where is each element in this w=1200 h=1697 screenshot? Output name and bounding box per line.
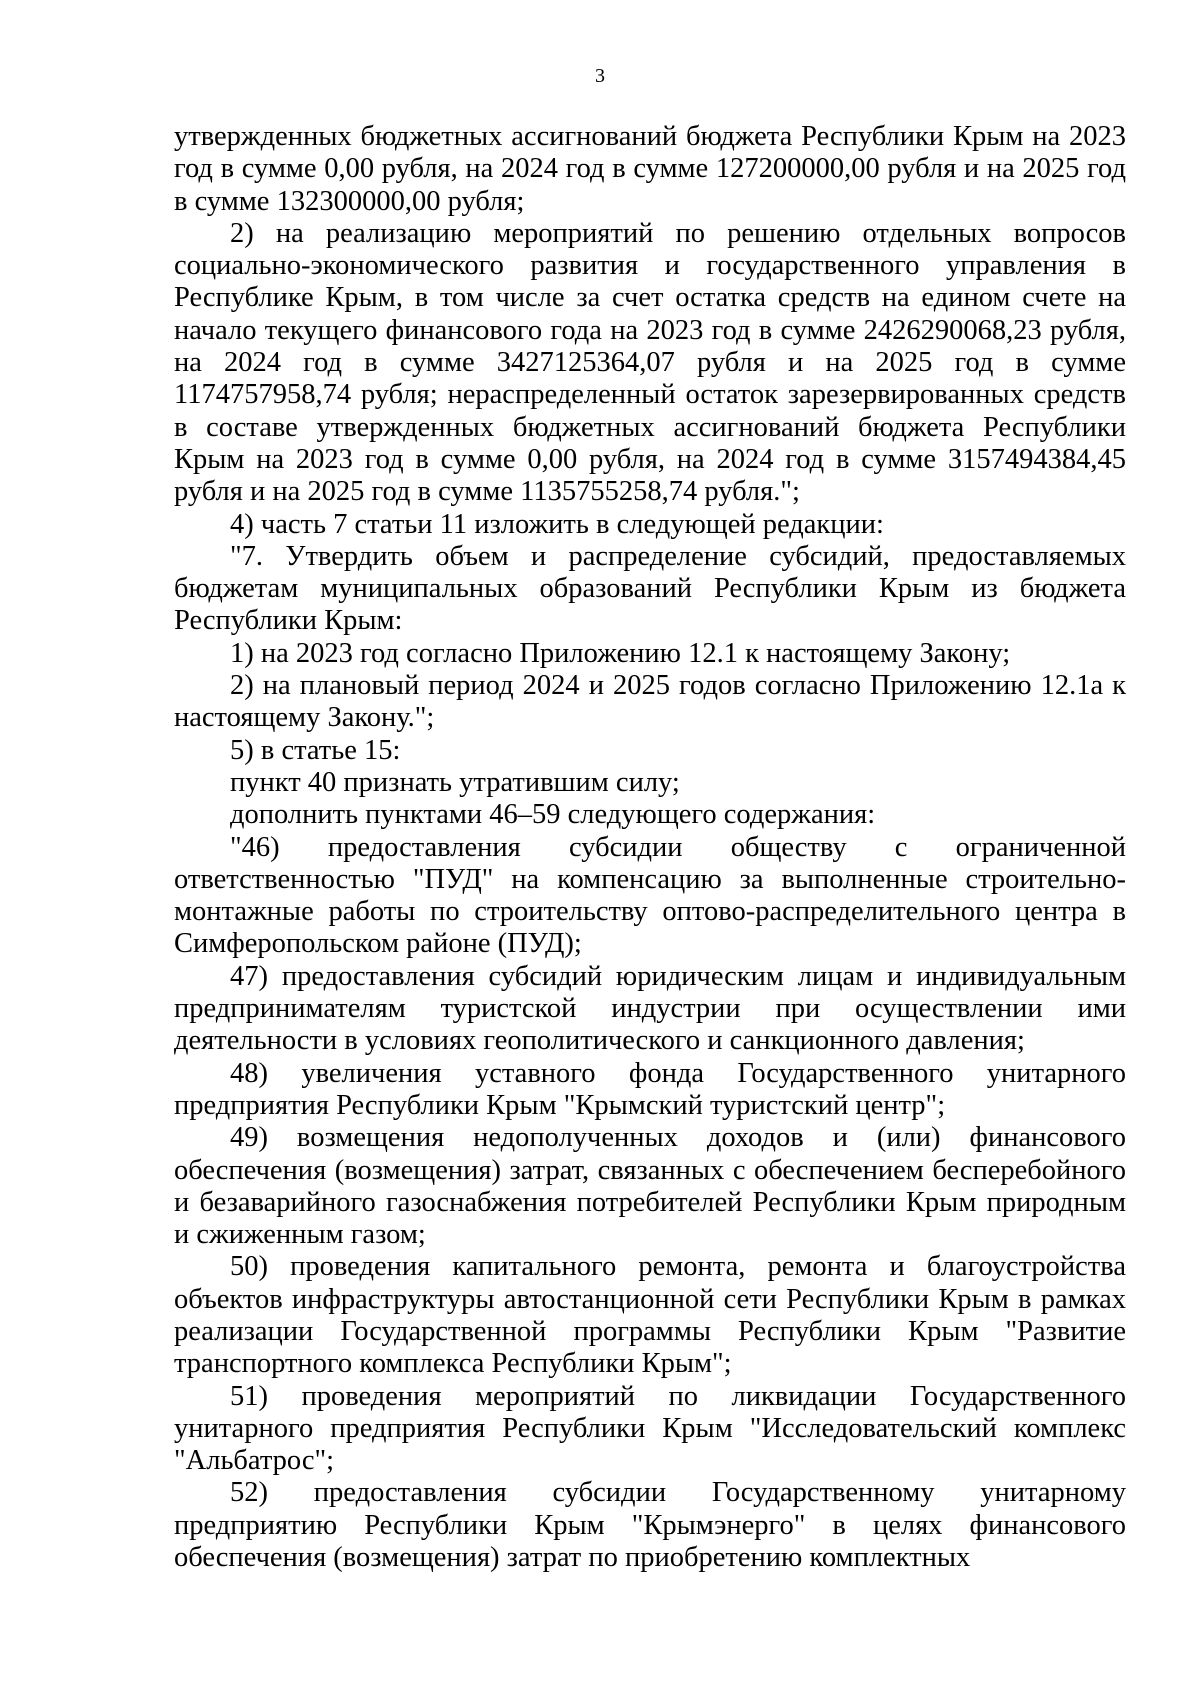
paragraph: 5) в статье 15: bbox=[230, 734, 401, 766]
paragraph: пункт 40 признать утратившим силу; bbox=[230, 766, 680, 798]
paragraph: дополнить пунктами 46–59 следующего содержания: bbox=[230, 799, 876, 831]
paragraph: 51) проведения мероприятий по ликвидации Государственного унитарного предприятия Республики Крым "Исследовательский комплекс "Альбатрос"; bbox=[174, 1380, 1126, 1477]
paragraph: утвержденных бюджетных ассигнований бюджета Республики Крым на 2023 год в сумме 0,00 рубля, на 2024 год в сумме 127200000,00 рубля и на 2025 год в сумме 132300000,00 рубля; bbox=[174, 121, 1126, 217]
paragraph: 4) часть 7 статьи 11 изложить в следующей редакции: bbox=[230, 508, 884, 540]
paragraph: 47) предоставления субсидий юридическим лицам и индивидуальным предпринимателям туристской индустрии при осуществлении ими деятельности в условиях геополитического и санкционного давления; bbox=[174, 960, 1126, 1057]
paragraph: 48) увеличения уставного фонда Государственного унитарного предприятия Республики Крым "Крымский туристский центр"; bbox=[174, 1057, 1126, 1121]
paragraph: 50) проведения капитального ремонта, ремонта и благоустройства объектов инфраструктуры автостанционной сети Республики Крым в рамках реализации Государственной программы Республики Крым "Развитие транспортного комплекса Республики Крым"; bbox=[174, 1251, 1126, 1380]
paragraph: 49) возмещения недополученных доходов и (или) финансового обеспечения (возмещения) затрат, связанных с обеспечением бесперебойного и безаварийного газоснабжения потребителей Республики Крым природным и сжиженным газом; bbox=[174, 1122, 1126, 1251]
paragraph: "7. Утвердить объем и распределение субсидий, предоставляемых бюджетам муниципальных образований Республики Крым из бюджета Республики Крым: bbox=[174, 540, 1126, 637]
paragraph: 2) на реализацию мероприятий по решению отдельных вопросов социально-экономического развития и государственного управления в Республике Крым, в том числе за счет остатка средств на едином счете на начало текущего финансового года на 2023 год в сумме 2426290068,23 рубля, на 2024 год в сумме 3427125364,07 рубля и на 2025 год в сумме 1174757958,74 рубля; нераспределенный остаток зарезервированных средств в составе утвержденных бюджетных ассигнований бюджета Республики Крым на 2023 год в сумме 0,00 рубля, на 2024 год в сумме 3157494384,45 рубля и на 2025 год в сумме 1135755258,74 рубля."; bbox=[174, 217, 1126, 508]
paragraph: 52) предоставления субсидии Государственному унитарному предприятию Республики Крым "Крымэнерго" в целях финансового обеспечения (возмещения) затрат по приобретению комплектных bbox=[174, 1477, 1126, 1574]
paragraph: 1) на 2023 год согласно Приложению 12.1 к настоящему Закону; bbox=[230, 637, 1011, 669]
paragraph: "46) предоставления субсидии обществу с ограниченной ответственностью "ПУД" на компенсацию за выполненные строительно-монтажные работы по строительству оптово-распределительного центра в Симферопольском районе (ПУД); bbox=[174, 831, 1126, 960]
page-number: 3 bbox=[595, 65, 605, 87]
paragraph: 2) на плановый период 2024 и 2025 годов согласно Приложению 12.1а к настоящему Закону."; bbox=[174, 670, 1126, 734]
document-body bbox=[174, 121, 1126, 1574]
